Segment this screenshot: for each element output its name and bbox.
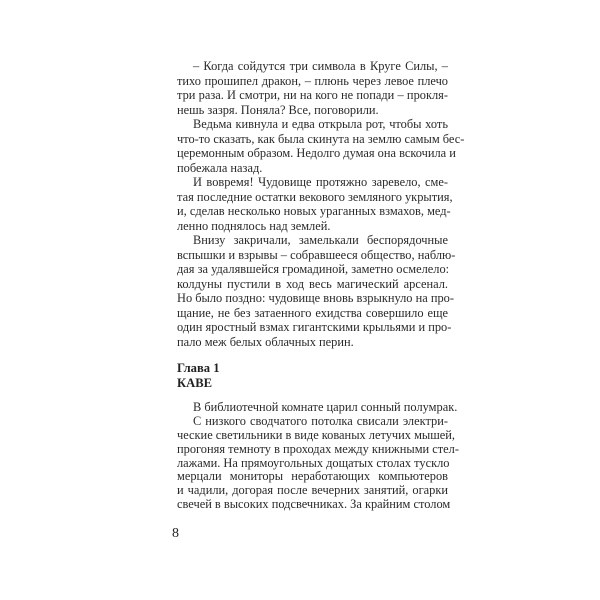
text-line: Но было поздно: чудовище вновь взрыкнуло на про- bbox=[177, 291, 454, 305]
text-line: нешь зазря. Поняла? Все, поговорили. bbox=[177, 102, 379, 117]
paragraph bbox=[177, 413, 459, 512]
text-line: три раза. И смотри, ни на кого не попади – прокля- bbox=[177, 88, 448, 102]
text-line: колдуны пустили в ход весь магический арсенал. bbox=[177, 276, 448, 291]
text-line: ленно поднялось над землей. bbox=[177, 218, 331, 233]
text-line: побежала назад. bbox=[177, 160, 263, 175]
text-line: вспышки и взрывы – собравшееся общество, наблю- bbox=[177, 247, 456, 262]
text-line: ческие светильники в виде кованых летучих мышей, bbox=[177, 427, 456, 442]
chapter-title: КАВЕ bbox=[177, 376, 213, 390]
text-line: – Когда сойдутся три символа в Круге Силы, – bbox=[193, 59, 448, 73]
paragraph bbox=[177, 233, 456, 349]
text-line: свечей в высоких подсвечниках. За крайним столом bbox=[177, 497, 451, 512]
text-line: щание, не без затаенного ехидства совершило еще bbox=[177, 305, 448, 320]
text-line: тихо прошипел дракон, – плюнь через левое плечо bbox=[177, 73, 448, 88]
text-line: прогоняя темноту в проходах между книжными стел- bbox=[177, 441, 459, 456]
chapter-label: Глава 1 bbox=[177, 361, 220, 375]
paragraph bbox=[177, 400, 458, 415]
text-line: один яростный взмах гигантскими крыльями и про- bbox=[177, 320, 452, 334]
text-line: тая последние остатки векового земляного укрытия, bbox=[177, 189, 453, 204]
text-line: пало меж белых облачных перин. bbox=[177, 334, 354, 349]
chapter-heading bbox=[177, 361, 220, 391]
paragraph bbox=[177, 117, 465, 175]
text-line: и, сделав несколько новых ураганных взмахов, мед- bbox=[177, 204, 451, 218]
text-line: мерцали мониторы неработающих компьютеров bbox=[177, 469, 448, 484]
paragraph bbox=[177, 175, 453, 233]
paragraph bbox=[177, 59, 448, 117]
text-line: и чадили, догорая после вечерних занятий, огарки bbox=[177, 483, 448, 498]
text-line: С низкого сводчатого потолка свисали электри- bbox=[193, 413, 448, 428]
body-text-bottom bbox=[177, 400, 459, 512]
text-line: В библиотечной комнате царил сонный полумрак. bbox=[193, 400, 458, 414]
text-line: Внизу закричали, замелькали беспорядочные bbox=[193, 233, 448, 247]
text-line: лажами. На прямоугольных дощатых столах тускло bbox=[177, 455, 450, 470]
text-line: церемонным образом. Недолго думая она вскочила и bbox=[177, 146, 456, 160]
page-number: 8 bbox=[172, 526, 179, 541]
text-line: что-то сказать, как была скинута на землю самым бес- bbox=[177, 131, 465, 146]
body-text-top bbox=[177, 59, 465, 349]
text-line: дая за удалявшейся громадиной, заметно осмелело: bbox=[177, 262, 450, 276]
text-line: Ведьма кивнула и едва открыла рот, чтобы хоть bbox=[193, 117, 448, 131]
text-line: И вовремя! Чудовище протяжно заревело, сме- bbox=[193, 175, 448, 189]
